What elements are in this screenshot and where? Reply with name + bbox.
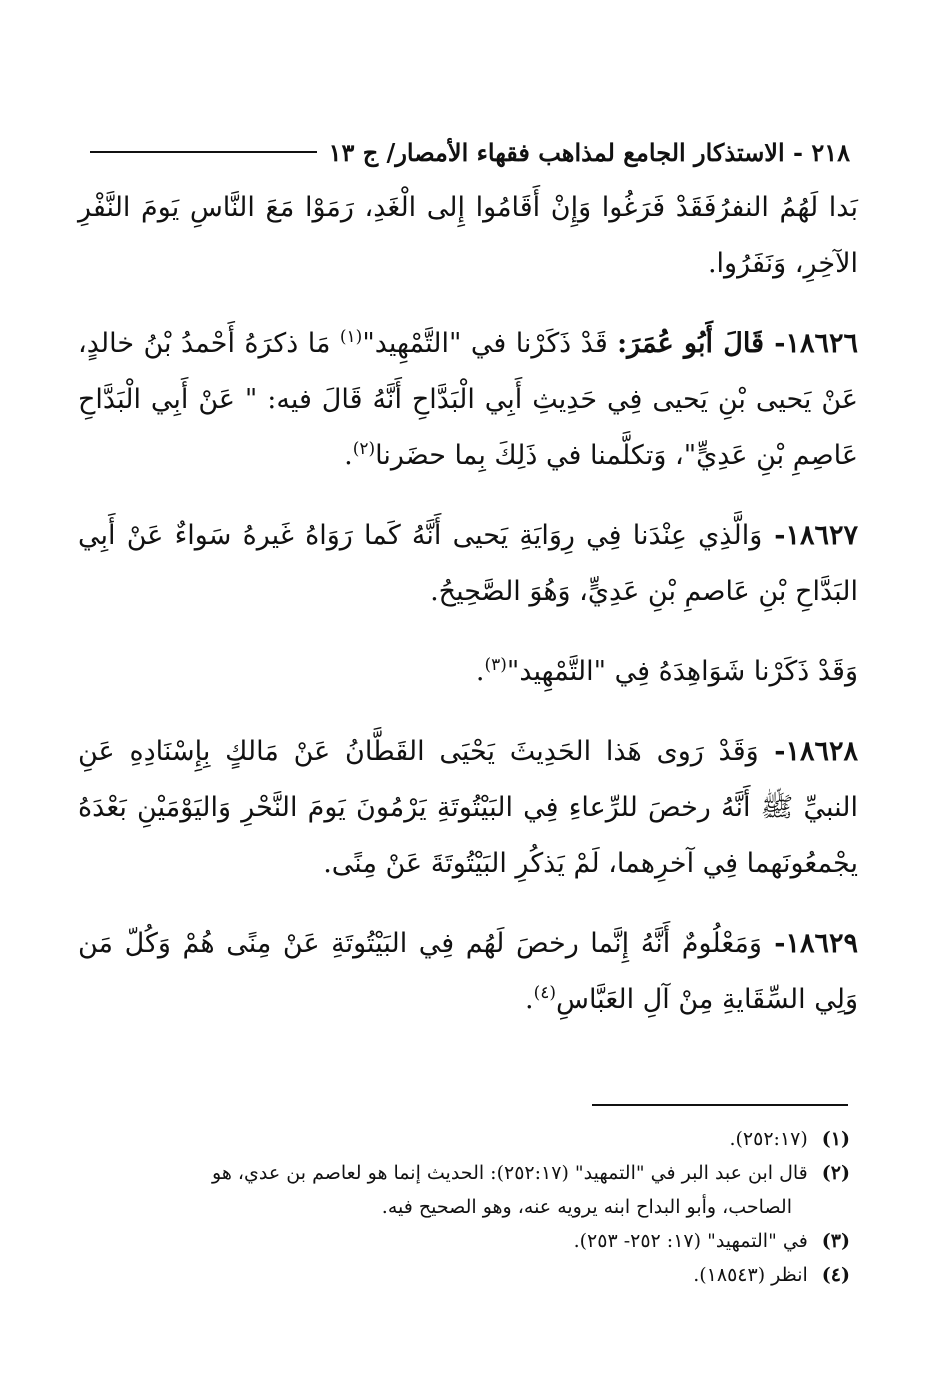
footnote-text: قال ابن عبد البر في "التمهيد" (٢٥٢:١٧): الحديث إنما هو لعاصم بن عدي، هو (212, 1162, 808, 1184)
footnote-number: (٤) (821, 1264, 850, 1286)
paragraph-18628: ١٨٦٢٨- وَقَدْ رَوى هَذا الحَدِيثَ يَحْيَى القَطَّانُ عَنْ مَالكٍ بِإِسْنَادِهِ عَنِ النبيِّ ﷺ أَنَّهُ رخصَ للرِّعاءِ فِي البَيْتُوتَةِ يَرْمُونَ يَومَ النَّحْرِ وَاليَوْمَيْنِ بَعْدَهُ يجْمعُونَهما فِي آخرِهما، لَمْ يَذكُرِ البَيْتُوتَةَ عَنْ مِنًى. (78, 736, 859, 879)
paragraph-end: . (344, 440, 353, 471)
footnote-2-continued: الصاحب، وأبو البداح ابنه يرويه عنه، وهو الصحيح فيه. (381, 1196, 792, 1218)
paragraph-lead: قَالَ أَبُو عُمَرَ: (617, 328, 764, 359)
footnote-number: (٣) (821, 1230, 850, 1252)
paragraph-end: . (524, 984, 534, 1015)
paragraph-text: وَمَعْلُومٌ أَنَّهُ إِنَّما رخصَ لَهُم فِي البَيْتُوتَةِ عَنْ مِنًى هُمْ وَكُلّ مَن وَلِي السِّقَايةِ مِنْ آلِ العَبَّاسِ (78, 928, 858, 1015)
footnotes (70, 1122, 850, 1292)
footnote-text: في "التمهيد" (١٧: ٢٥٢- ٢٥٣). (573, 1230, 808, 1252)
footnote-ref: (٣) (484, 655, 507, 675)
footnote-1 (70, 1122, 850, 1156)
footnote-text: انظر (١٨٥٤٣). (693, 1264, 808, 1286)
footnote-text: (٢٥٢:١٧). (729, 1128, 808, 1150)
paragraph-number: ١٨٦٢٨ (785, 736, 859, 767)
page-header (90, 132, 850, 172)
paragraph-number: ١٨٦٢٧ (785, 520, 858, 551)
paragraph-shawahid (78, 644, 858, 700)
paragraph-number: ١٨٦٢٩ (785, 928, 858, 959)
paragraph-text: وَقَدْ ذَكَرْنا شَوَاهِدَهُ فِي "التَّمْهِيد" (506, 656, 858, 687)
footnote-separator (592, 1104, 848, 1106)
footnote-3 (70, 1224, 850, 1258)
footnote-ref: (١) (339, 327, 363, 347)
footnote-number: (١) (821, 1128, 850, 1150)
paragraph-18627: ١٨٦٢٧- وَالَّذِي عِنْدَنا فِي رِوَايَةِ يَحيى أَنَّهُ كَما رَوَاهُ غَيرهُ سَواءٌ عَنْ أَبِي البَدَّاحِ بْنِ عَاصمِ بْنِ عَدِيٍّ، وَهُوَ الصَّحِيحُ. (78, 520, 858, 607)
footnote-ref: (٤) (533, 983, 556, 1003)
paragraph-0-text: بَدا لَهُمُ النفرُفَقَدْ فَرَغُوا وَإِنْ أَقَامُوا إِلى الْغَدِ، رَمَوْا مَعَ النَّاسِ يَومَ النَّفْرِ الآخِرِ، وَنَفَرُوا. (78, 192, 858, 279)
paragraph-number: ١٨٦٢٦ (785, 328, 858, 359)
footnote-2 (70, 1156, 850, 1190)
footnote-number: (٢) (821, 1162, 850, 1184)
main-text (78, 180, 858, 1052)
header-text: ٢١٨ - الاستذكار الجامع لمذاهب فقهاء الأمصار/ ج ١٣ (328, 137, 850, 167)
paragraph-18626: ١٨٦٢٦- قَالَ أَبُو عُمَرَ: قَدْ ذَكَرْنا في "التَّمْهِيد"$^{(١)}$ مَا ذكرَهُ أَحْمدُ بْنُ خالدٍ، عَنْ يَحيى بْنِ يَحيى فِي حَدِيثِ أَبِي الْبَدَّاحِ أَنَّهُ قَالَ فيه: " عَنْ أَبِي الْبَدَّاحِ عَاصِمِ بْنِ عَدِيٍّ"، وَتكلَّمنا في ذَلِكَ بِما حضَرنا$^{(٢)}$. (78, 327, 858, 471)
footnote-4 (70, 1258, 850, 1292)
paragraph-0 (78, 180, 858, 292)
paragraph-text: وَقَدْ رَوى هَذا الحَدِيثَ يَحْيَى القَطَّانُ عَنْ مَالكٍ بِإِسْنَادِهِ عَنِ النبيِّ ﷺ أَنَّهُ رخصَ للرِّعاءِ فِي البَيْتُوتَةِ يَرْمُونَ يَومَ النَّحْرِ وَاليَوْمَيْنِ بَعْدَهُ يجْمعُونَهما فِي آخرِهما، لَمْ يَذكُرِ البَيْتُوتَةَ عَنْ مِنًى. (78, 736, 858, 879)
paragraph-18629: ١٨٦٢٩- وَمَعْلُومٌ أَنَّهُ إِنَّما رخصَ لَهُم فِي البَيْتُوتَةِ عَنْ مِنًى هُمْ وَكُلّ مَن وَلِي السِّقَايةِ مِنْ آلِ العَبَّاسِ$^{(٤)}$. (78, 928, 858, 1015)
paragraph-text: مَا ذكرَهُ أَحْمدُ بْنُ خالدٍ، عَنْ يَحيى بْنِ يَحيى فِي حَدِيثِ أَبِي الْبَدَّاحِ أَنَّهُ قَالَ فيه: " عَنْ أَبِي الْبَدَّاحِ عَاصِمِ بْنِ عَدِيٍّ"، وَتكلَّمنا في ذَلِكَ بِما حضَرنا (78, 328, 858, 471)
paragraph-end: . (475, 656, 485, 687)
paragraph-text: قَدْ ذَكَرْنا في "التَّمْهِيد" (362, 328, 618, 359)
paragraph-text: وَالَّذِي عِنْدَنا فِي رِوَايَةِ يَحيى أَنَّهُ كَما رَوَاهُ غَيرهُ سَواءٌ عَنْ أَبِي البَدَّاحِ بْنِ عَاصمِ بْنِ عَدِيٍّ، وَهُوَ الصَّحِيحُ. (78, 520, 858, 607)
header-rule (90, 151, 317, 153)
footnote-ref: (٢) (352, 439, 376, 459)
